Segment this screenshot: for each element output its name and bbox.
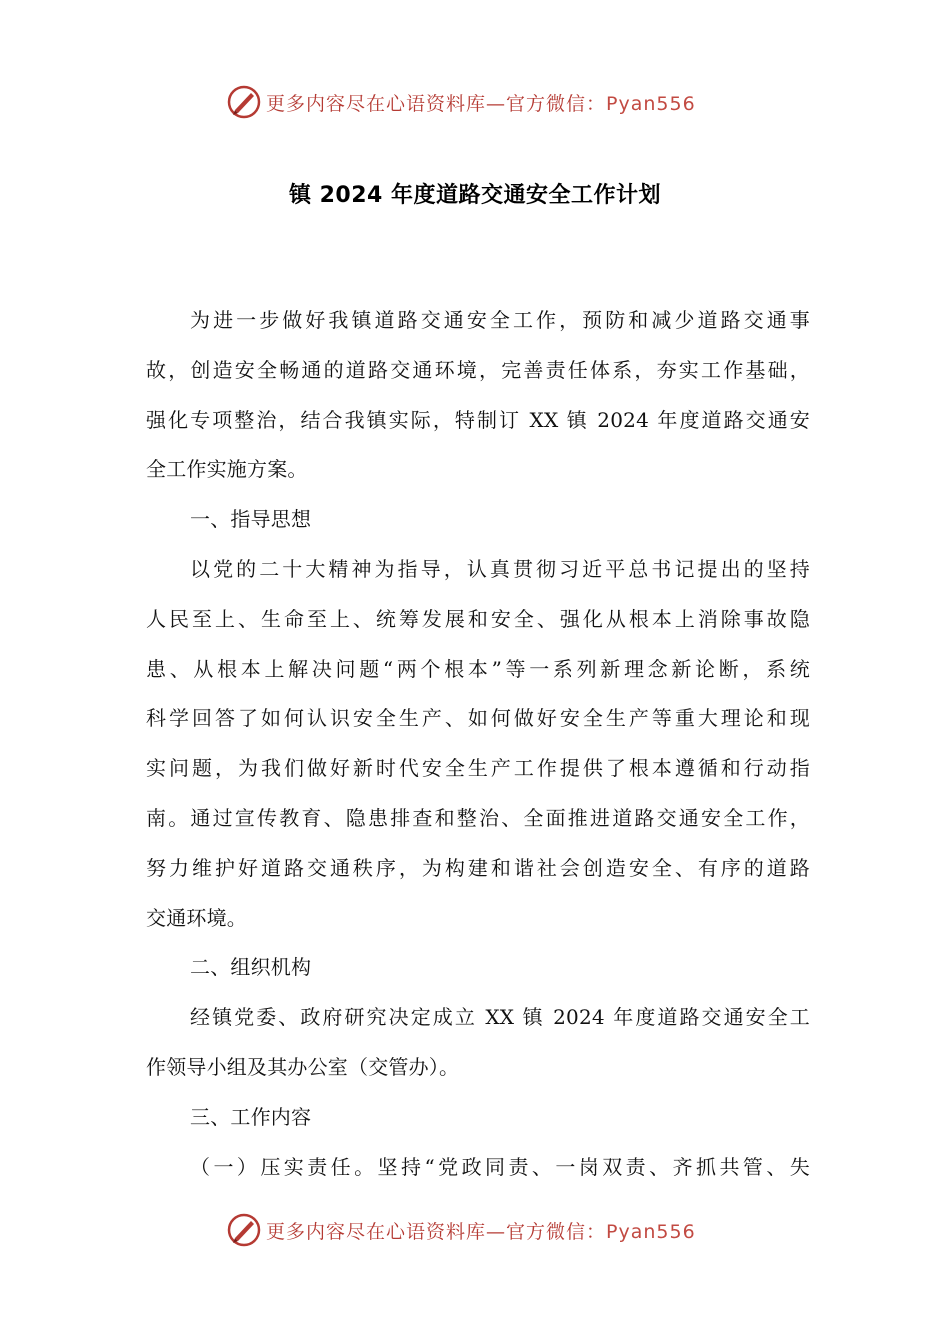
paragraph-line: 为进一步做好我镇道路交通安全工作，预防和减少道路交通事 bbox=[190, 308, 810, 332]
watermark-banner-bottom bbox=[226, 1210, 746, 1250]
paragraph-line: 患、从根本上解决问题“两个根本”等一系列新理念新论断，系统 bbox=[146, 656, 810, 681]
document-body bbox=[146, 296, 810, 1192]
paragraph-line: （一）压实责任。坚持“党政同责、一岗双责、齐抓共管、失 bbox=[190, 1154, 810, 1179]
pen-logo-icon bbox=[226, 1212, 262, 1248]
document-title: 镇 2024 年度道路交通安全工作计划 bbox=[288, 183, 662, 208]
section-heading: 二、组织机构 bbox=[190, 955, 312, 980]
paragraph-line: 作领导小组及其办公室（交管办）。 bbox=[146, 1054, 460, 1079]
section-heading: 三、工作内容 bbox=[190, 1104, 312, 1129]
paragraph-line: 努力维护好道路交通秩序，为构建和谐社会创造安全、有序的道路 bbox=[146, 855, 810, 880]
paragraph-line: 人民至上、生命至上、统筹发展和安全、强化从根本上消除事故隐 bbox=[146, 606, 810, 631]
watermark-text: 更多内容尽在心语资料库—官方微信：Pyan556 bbox=[266, 92, 696, 115]
paragraph-line: 科学回答了如何认识安全生产、如何做好安全生产等重大理论和现 bbox=[146, 706, 810, 731]
paragraph-line: 经镇党委、政府研究决定成立 XX 镇 2024 年度道路交通安全工 bbox=[190, 1005, 810, 1030]
paragraph-line: 实问题，为我们做好新时代安全生产工作提供了根本遵循和行动指 bbox=[146, 756, 810, 781]
paragraph-line: 强化专项整治，结合我镇实际，特制订 XX 镇 2024 年度道路交通安 bbox=[146, 407, 810, 432]
section-heading: 一、指导思想 bbox=[190, 507, 312, 532]
paragraph-line: 以党的二十大精神为指导，认真贯彻习近平总书记提出的坚持 bbox=[190, 556, 810, 581]
paragraph-line: 交通环境。 bbox=[146, 905, 247, 930]
watermark-banner-top bbox=[226, 82, 746, 122]
pen-logo-icon bbox=[226, 84, 262, 120]
paragraph-line: 故，创造安全畅通的道路交通环境，完善责任体系，夯实工作基础， bbox=[146, 357, 810, 382]
paragraph-line: 南。通过宣传教育、隐患排查和整治、全面推进道路交通安全工作， bbox=[146, 805, 810, 830]
watermark-text: 更多内容尽在心语资料库—官方微信：Pyan556 bbox=[266, 1220, 696, 1243]
paragraph-line: 全工作实施方案。 bbox=[146, 457, 308, 482]
